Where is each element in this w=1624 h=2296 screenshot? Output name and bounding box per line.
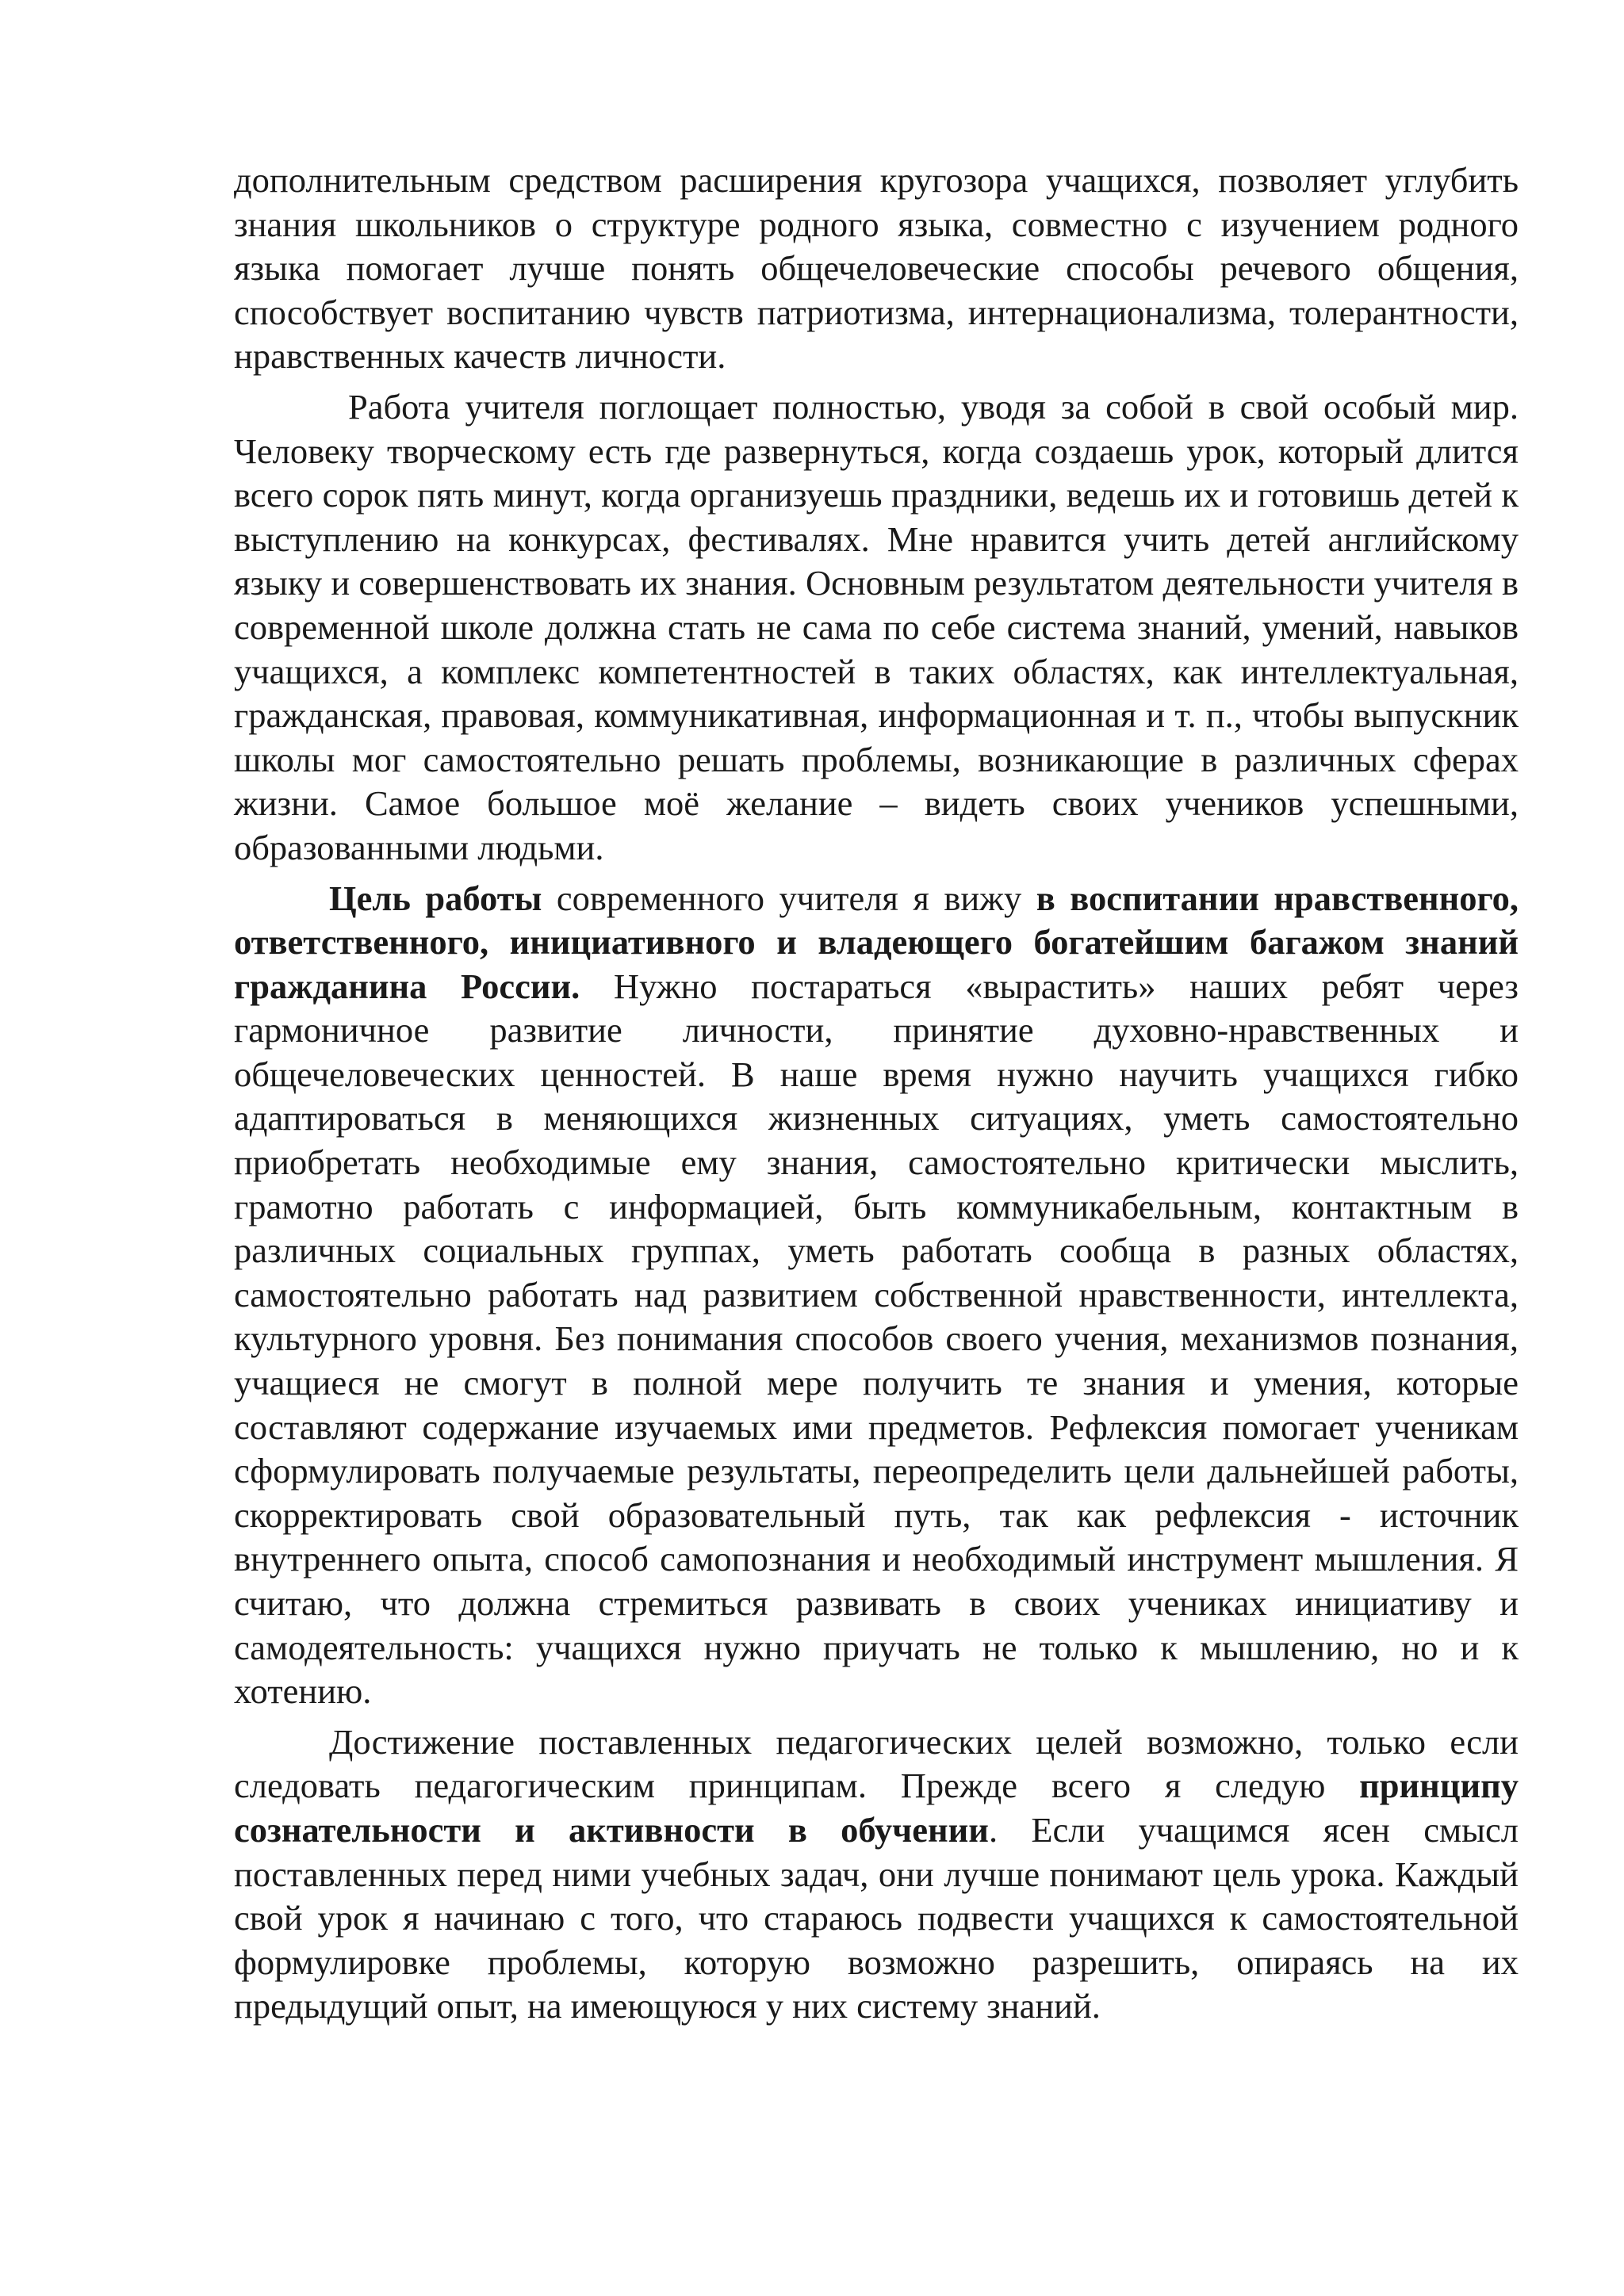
- text-span: Нужно постараться «вырастить» наших ребят через гармоничное развитие личности, принятие духовно-нравственных и общечеловеческих ценностей. В наше время нужно научить учащихся гибко адаптироваться в меняющихся жизненных ситуациях, уметь самостоятельно приобретать необходимые ему знания, самостоятельно критически мыслить, грамотно работать с информацией, быть коммуникабельным, контактным в различных социальных группах, уметь работать сообща в разных областях, самостоятельно работать над развитием собственной нравственности, интеллекта, культурного уровня. Без понимания способов своего учения, механизмов познания, учащиеся не смогут в полной мере получить те знания и умения, которые составляют содержание изучаемых ими предметов. Рефлексия помогает ученикам сформулировать получаемые результаты, переопределить цели дальнейшей работы, скорректировать свой образовательный путь, так как рефлексия - источник внутреннего опыта, способ самопознания и необходимый инструмент мышления. Я считаю, что должна стремиться развивать в своих учениках инициативу и самодеятельность: учащихся нужно приучать не только к мышлению, но и к хотению.: [234, 966, 1519, 1712]
- paragraph-teacher-work: Работа учителя поглощает полностью, уводя за собой в свой особый мир. Человеку творческому есть где развернуться, когда создаешь урок, который длится всего сорок пять минут, когда организуешь праздники, ведешь их и готовишь детей к выступлению на конкурсах, фестивалях. Мне нравится учить детей английскому языку и совершенствовать их знания. Основным результатом деятельности учителя в современной школе должна стать не сама по себе система знаний, умений, навыков учащихся, а комплекс компетентностей в таких областях, как интеллектуальная, гражданская, правовая, коммуникативная, информационная и т. п., чтобы выпускник школы мог самостоятельно решать проблемы, возникающие в различных сферах жизни. Самое большое моё желание – видеть своих учеников успешными, образованными людьми.: [234, 386, 1519, 867]
- bold-phrase-upbringing: в воспитании нравственного, ответственного, инициативного и владеющего богатейшим багажом знаний гражданина России.: [234, 878, 1519, 1006]
- text-span: Достижение поставленных педагогических целей возможно, только если следовать педагогическим принципам. Прежде всего я следую: [234, 1721, 1519, 1806]
- paragraph-work-goal: [234, 877, 1519, 1714]
- text-span: современного учителя я вижу: [542, 878, 1036, 918]
- paragraph-principles: [234, 1720, 1519, 2029]
- bold-phrase-goal: Цель работы: [329, 878, 542, 918]
- text-span: . Если учащимся ясен смысл поставленных перед ними учебных задач, они лучше понимают цель урока. Каждый свой урок я начинаю с того, что стараюсь подвести учащихся к самостоятельной формулировке проблемы, которую возможно разрешить, опираясь на их предыдущий опыт, на имеющуюся у них систему знаний.: [234, 1809, 1519, 2026]
- bold-phrase-principle: принципу сознательности и активности в обучении: [234, 1766, 1519, 1850]
- paragraph-continuation: дополнительным средством расширения кругозора учащихся, позволяет углубить знания школьников о структуре родного языка, совместно с изучением родного языка помогает лучше понять общечеловеческие способы речевого общения, способствует воспитанию чувств патриотизма, интернационализма, толерантности, нравственных качеств личности.: [234, 160, 1519, 377]
- document-page: [234, 159, 1519, 2029]
